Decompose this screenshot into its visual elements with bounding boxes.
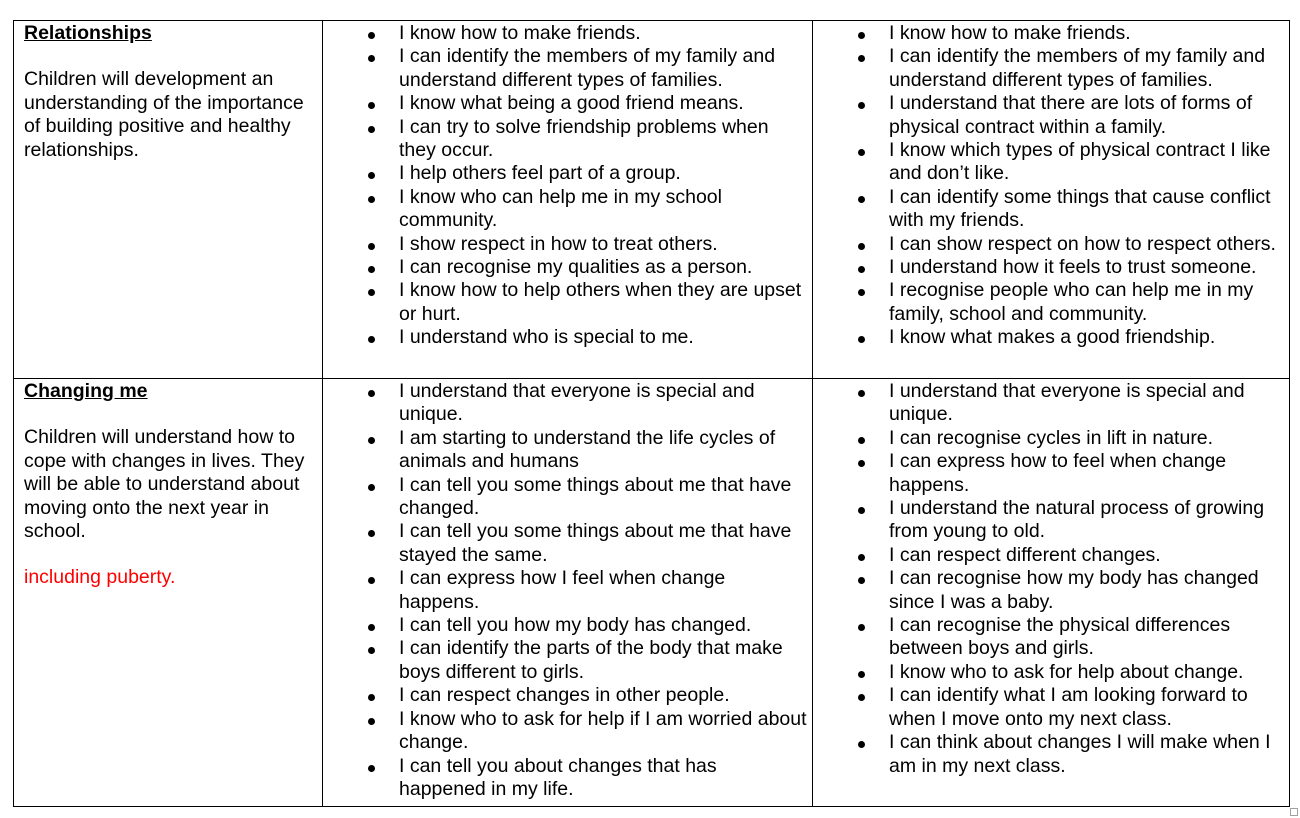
list-item: I am starting to understand the life cycles of animals and humans xyxy=(323,427,808,474)
topic-description: Children will understand how to cope with changes in lives. They will be able to understand about moving onto the next year in school. xyxy=(24,426,305,543)
list-item: I can tell you some things about me that have stayed the same. xyxy=(323,520,808,567)
curriculum-table xyxy=(13,20,1290,807)
list-item: I can recognise cycles in lift in nature. xyxy=(813,427,1285,450)
topic-description: Children will development an understanding of the importance of building positive and healthy relationships. xyxy=(24,68,304,161)
list-item: I know who to ask for help if I am worried about change. xyxy=(323,708,808,755)
list-item: I can recognise the physical differences between boys and girls. xyxy=(813,614,1285,661)
list-item: I know how to help others when they are upset or hurt. xyxy=(323,279,808,326)
outcomes-cell-b xyxy=(813,379,1290,807)
list-item: I know what makes a good friendship. xyxy=(813,326,1285,349)
list-item: I can recognise my qualities as a person. xyxy=(323,256,808,279)
list-item: I can try to solve friendship problems when they occur. xyxy=(323,116,808,163)
list-item: I can identify the members of my family and understand different types of families. xyxy=(323,45,808,92)
topic-title: Relationships xyxy=(24,22,152,44)
outcomes-cell-a xyxy=(323,21,813,379)
outcomes-list xyxy=(813,22,1285,350)
list-item: I recognise people who can help me in my family, school and community. xyxy=(813,279,1285,326)
list-item: I understand how it feels to trust someone. xyxy=(813,256,1285,279)
topic-cell xyxy=(14,379,323,807)
table-row-relationships xyxy=(14,21,1290,379)
outcomes-list xyxy=(813,380,1285,778)
outcomes-list xyxy=(323,380,808,801)
list-item: I can respect different changes. xyxy=(813,544,1285,567)
list-item: I know how to make friends. xyxy=(323,22,808,45)
list-item: I can recognise how my body has changed since I was a baby. xyxy=(813,567,1285,614)
list-item: I understand that everyone is special and unique. xyxy=(813,380,1285,427)
list-item: I understand who is special to me. xyxy=(323,326,808,349)
list-item: I can identify the parts of the body that make boys different to girls. xyxy=(323,637,808,684)
list-item: I can express how to feel when change happens. xyxy=(813,450,1285,497)
list-item: I know who can help me in my school community. xyxy=(323,186,808,233)
list-item: I understand the natural process of growing from young to old. xyxy=(813,497,1285,544)
outcomes-cell-a xyxy=(323,379,813,807)
list-item: I can tell you about changes that has happened in my life. xyxy=(323,755,808,802)
list-item: I can identify what I am looking forward to when I move onto my next class. xyxy=(813,684,1285,731)
outcomes-cell-b xyxy=(813,21,1290,379)
list-item: I show respect in how to treat others. xyxy=(323,233,808,256)
outcomes-list xyxy=(323,22,808,350)
topic-note: including puberty. xyxy=(24,566,176,589)
list-item: I know what being a good friend means. xyxy=(323,92,808,115)
list-item: I can tell you some things about me that have changed. xyxy=(323,474,808,521)
list-item: I understand that everyone is special and unique. xyxy=(323,380,808,427)
list-item: I can identify the members of my family and understand different types of families. xyxy=(813,45,1285,92)
table-row-changing-me xyxy=(14,379,1290,807)
list-item: I can show respect on how to respect others. xyxy=(813,233,1285,256)
list-item: I can think about changes I will make when I am in my next class. xyxy=(813,731,1285,778)
list-item: I know how to make friends. xyxy=(813,22,1285,45)
list-item: I can tell you how my body has changed. xyxy=(323,614,808,637)
topic-cell xyxy=(14,21,323,379)
table-resize-handle[interactable] xyxy=(1290,808,1298,816)
list-item: I can respect changes in other people. xyxy=(323,684,808,707)
list-item: I know who to ask for help about change. xyxy=(813,661,1285,684)
topic-title: Changing me xyxy=(24,380,148,402)
list-item: I help others feel part of a group. xyxy=(323,162,808,185)
list-item: I can identify some things that cause conflict with my friends. xyxy=(813,186,1285,233)
list-item: I can express how I feel when change happens. xyxy=(323,567,808,614)
list-item: I know which types of physical contract I like and don’t like. xyxy=(813,139,1285,186)
list-item: I understand that there are lots of forms of physical contract within a family. xyxy=(813,92,1285,139)
